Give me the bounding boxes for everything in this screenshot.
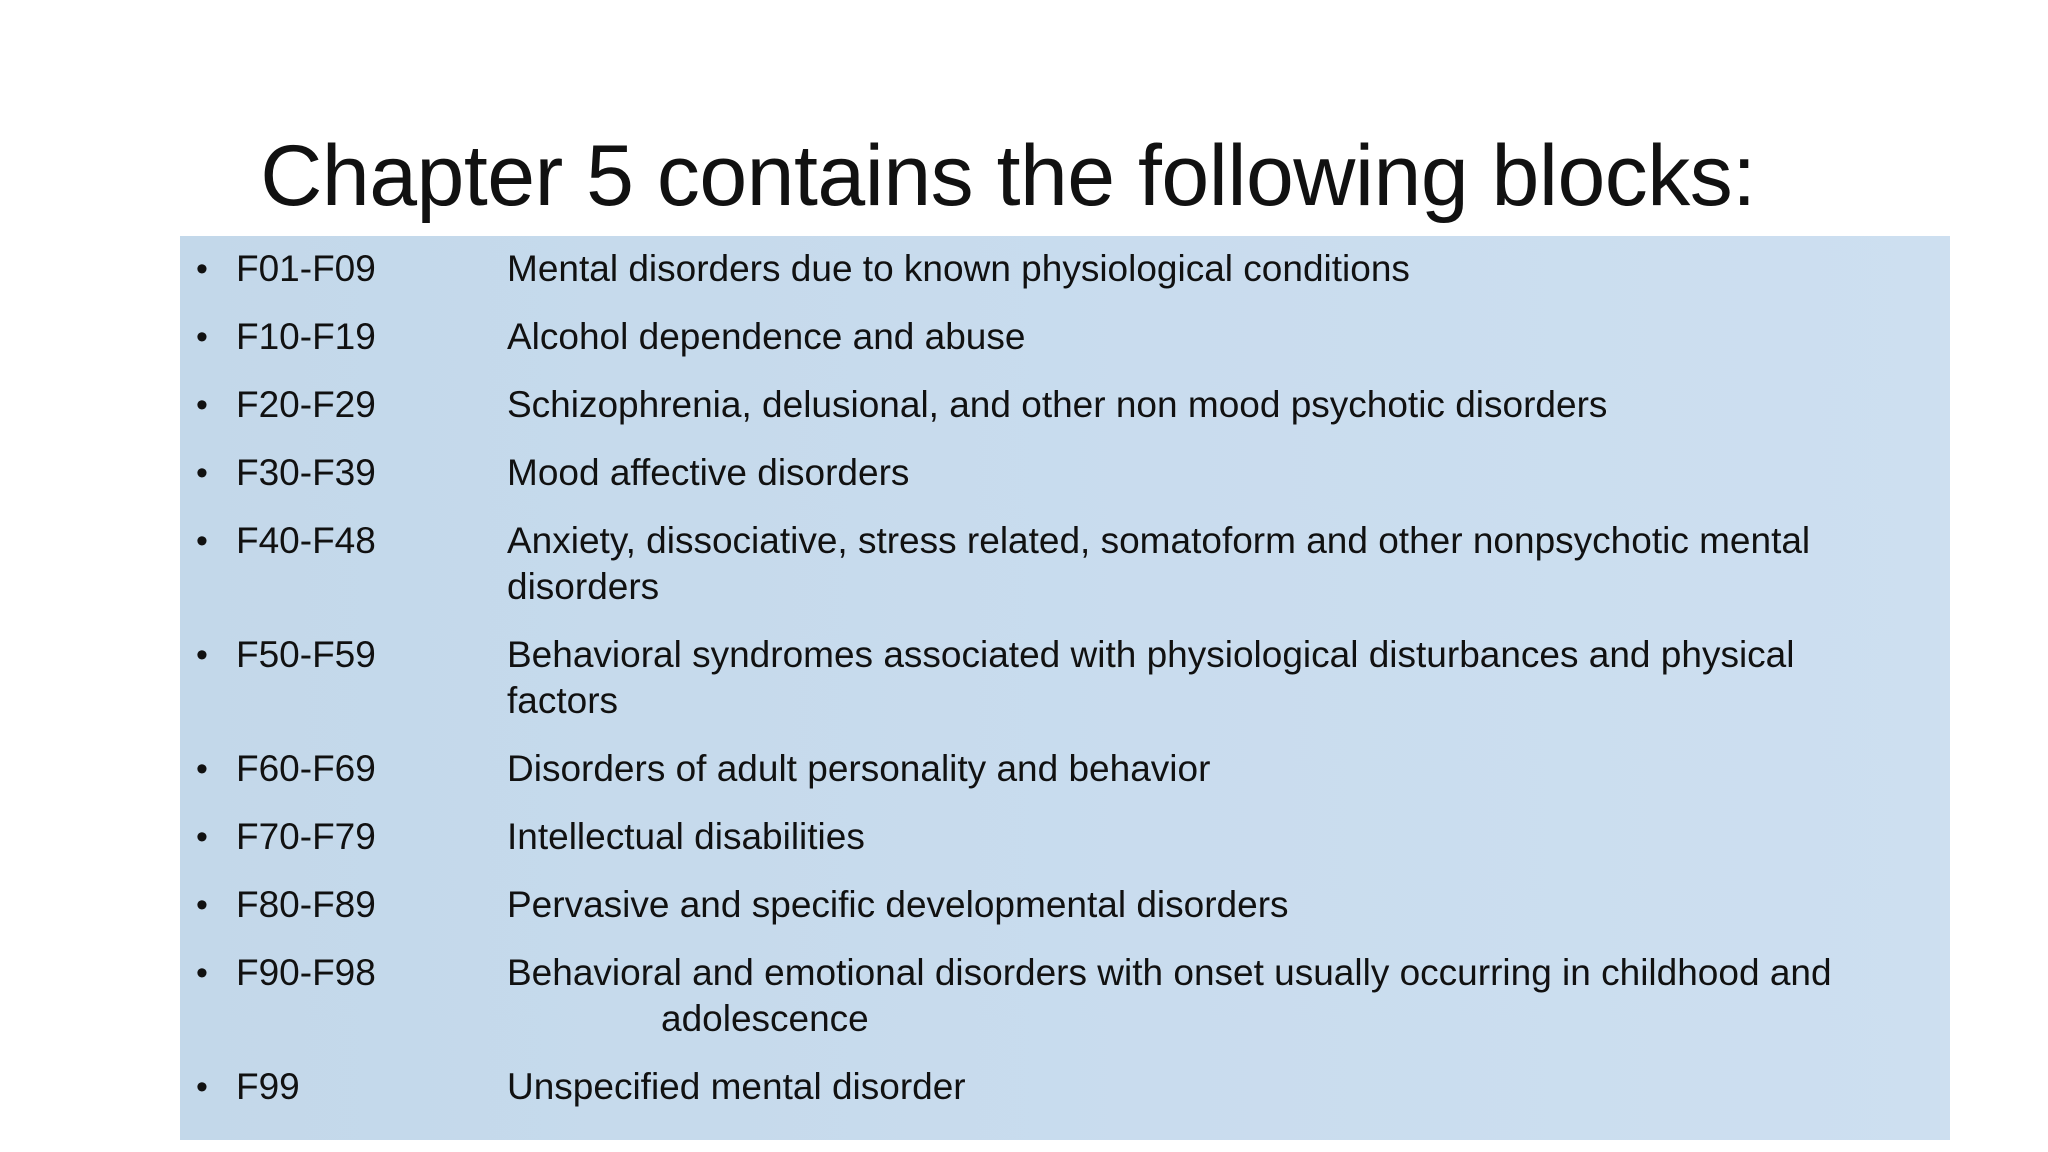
bullet-icon: • <box>196 818 208 856</box>
list-item <box>180 950 1950 1064</box>
block-description-line: Unspecified mental disorder <box>507 1066 966 1107</box>
block-code: F10-F19 <box>236 316 376 357</box>
content-box <box>180 236 1950 1140</box>
list-item <box>180 246 1950 314</box>
list-item <box>180 518 1950 632</box>
bullet-icon: • <box>196 318 208 356</box>
block-code: F70-F79 <box>236 816 376 857</box>
block-code: F30-F39 <box>236 452 376 493</box>
bullet-icon: • <box>196 522 208 560</box>
block-description <box>507 814 1937 860</box>
bullet-icon: • <box>196 386 208 424</box>
block-description-line: Pervasive and specific developmental disorders <box>507 884 1289 925</box>
list-item <box>180 882 1950 950</box>
block-code: F60-F69 <box>236 748 376 789</box>
list-item <box>180 450 1950 518</box>
block-description-line: adolescence <box>661 998 869 1039</box>
list-item <box>180 382 1950 450</box>
block-description-line: disorders <box>507 566 660 607</box>
block-description <box>507 632 1937 724</box>
bullet-icon: • <box>196 750 208 788</box>
bullet-icon: • <box>196 954 208 992</box>
bullet-icon: • <box>196 250 208 288</box>
block-description-line: Behavioral and emotional disorders with onset usually occurring in childhood and <box>507 952 1832 993</box>
block-code: F99 <box>236 1066 300 1107</box>
block-code: F90-F98 <box>236 952 376 993</box>
block-description <box>507 246 1937 292</box>
block-description <box>507 950 1937 1042</box>
bullet-icon: • <box>196 636 208 674</box>
block-code: F40-F48 <box>236 520 376 561</box>
bullet-icon: • <box>196 1068 208 1106</box>
block-description <box>507 450 1937 496</box>
block-code: F20-F29 <box>236 384 376 425</box>
block-description-line: Mood affective disorders <box>507 452 910 493</box>
block-description <box>507 314 1937 360</box>
block-code: F01-F09 <box>236 248 376 289</box>
block-description <box>507 518 1937 610</box>
list-item <box>180 746 1950 814</box>
list-item <box>180 314 1950 382</box>
block-description-line: factors <box>507 680 619 721</box>
block-description-line: Anxiety, dissociative, stress related, somatoform and other nonpsychotic mental <box>507 520 1811 561</box>
bullet-icon: • <box>196 454 208 492</box>
block-description-line: Alcohol dependence and abuse <box>507 316 1026 357</box>
block-description <box>507 882 1937 928</box>
block-description <box>507 746 1937 792</box>
block-description-line: Schizophrenia, delusional, and other non mood psychotic disorders <box>507 384 1608 425</box>
block-description-line: Mental disorders due to known physiological conditions <box>507 248 1410 289</box>
block-list <box>180 246 1950 1132</box>
block-code: F80-F89 <box>236 884 376 925</box>
block-description <box>507 382 1937 428</box>
block-code: F50-F59 <box>236 634 376 675</box>
block-description <box>507 1064 1937 1110</box>
block-description-line: Intellectual disabilities <box>507 816 865 857</box>
list-item <box>180 1064 1950 1132</box>
block-description-line: Behavioral syndromes associated with physiological disturbances and physical <box>507 634 1795 675</box>
list-item <box>180 814 1950 882</box>
block-description-line: Disorders of adult personality and behavior <box>507 748 1211 789</box>
slide-title: Chapter 5 contains the following blocks: <box>260 128 1756 224</box>
bullet-icon: • <box>196 886 208 924</box>
list-item <box>180 632 1950 746</box>
